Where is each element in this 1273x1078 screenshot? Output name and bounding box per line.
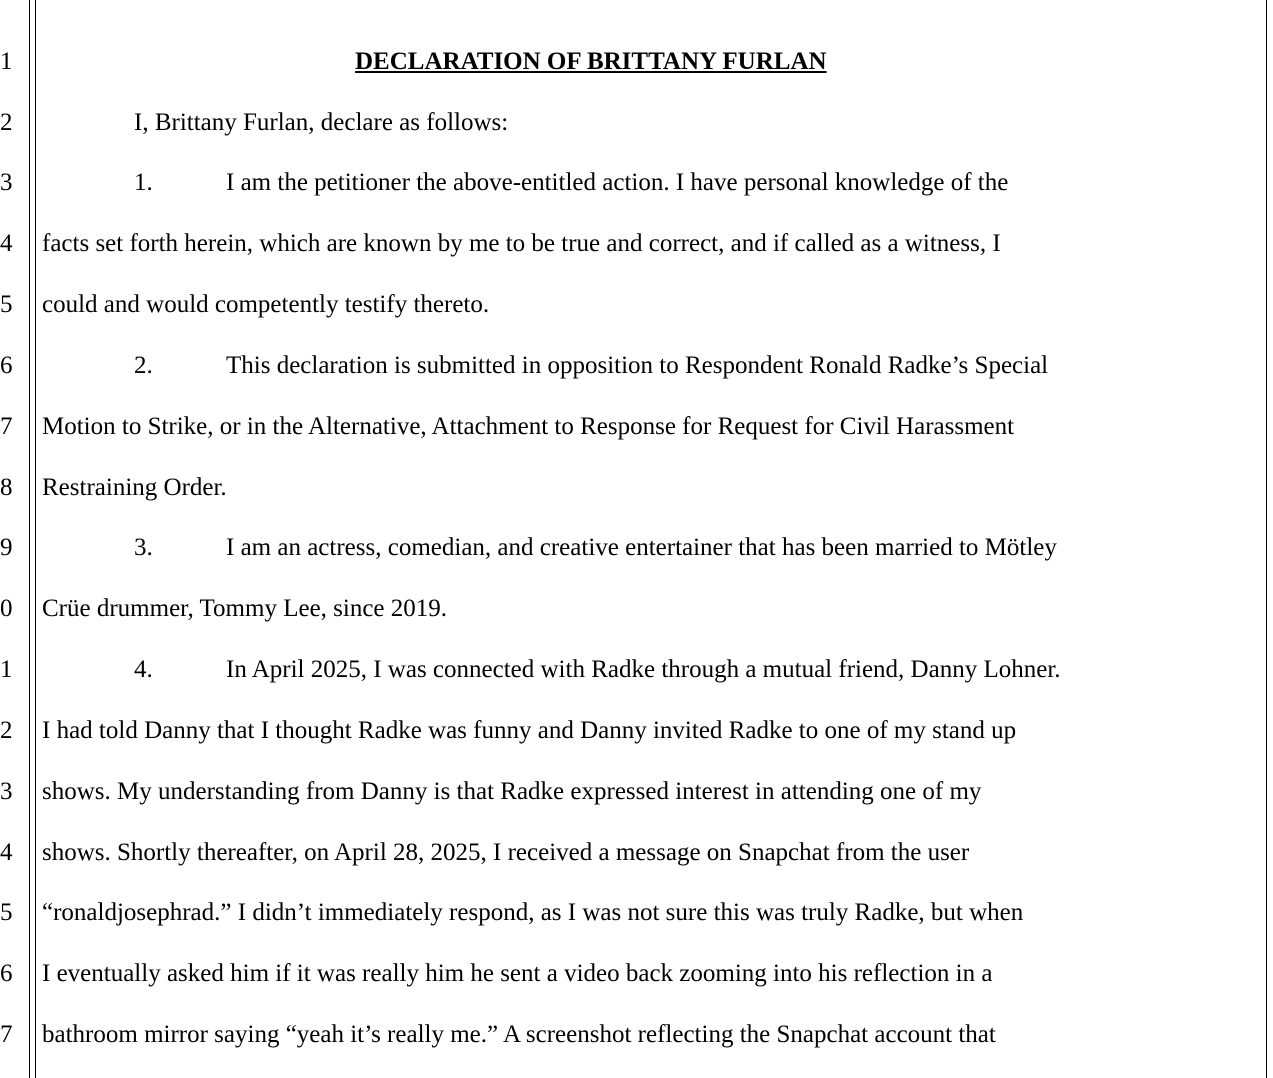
line-number: 4 — [0, 230, 13, 257]
line-number: 2 — [0, 717, 13, 744]
paragraph-line: Motion to Strike, or in the Alternative, Attachment to Response for Request for Civil Harassment — [42, 413, 1015, 440]
line-number: 2 — [0, 109, 13, 136]
intro-statement: I, Brittany Furlan, declare as follows: — [134, 109, 509, 136]
margin-rule-left-outer — [29, 0, 30, 1078]
declaration-title: DECLARATION OF BRITTANY FURLAN — [355, 48, 827, 75]
paragraph-first-line: I am an actress, comedian, and creative entertainer that has been married to Mötley — [226, 534, 1057, 561]
line-number: 1 — [0, 656, 13, 683]
paragraph-line: facts set forth herein, which are known by me to be true and correct, and if called as a witness, I — [42, 230, 1001, 257]
line-number: 7 — [0, 413, 13, 440]
paragraph-first-line: This declaration is submitted in opposition to Respondent Ronald Radke’s Special — [226, 352, 1049, 379]
paragraph-number: 2. — [134, 352, 153, 379]
paragraph-line: could and would competently testify thereto. — [42, 291, 490, 318]
line-number: 7 — [0, 1021, 13, 1048]
paragraph-line: shows. My understanding from Danny is that Radke expressed interest in attending one of my — [42, 778, 982, 805]
line-number: 5 — [0, 899, 13, 926]
paragraph-line: shows. Shortly thereafter, on April 28, 2025, I received a message on Snapchat from the user — [42, 839, 970, 866]
line-number: 6 — [0, 352, 13, 379]
line-number: 5 — [0, 291, 13, 318]
line-number: 6 — [0, 960, 13, 987]
paragraph-line: I eventually asked him if it was really him he sent a video back zooming into his reflection in a — [42, 960, 993, 987]
paragraph-number: 3. — [134, 534, 153, 561]
paragraph-first-line: In April 2025, I was connected with Radke through a mutual friend, Danny Lohner. — [226, 656, 1061, 683]
line-number: 4 — [0, 839, 13, 866]
paragraph-number: 1. — [134, 169, 153, 196]
margin-rule-right — [1266, 0, 1267, 1078]
line-number: 0 — [0, 595, 13, 622]
line-number: 9 — [0, 534, 13, 561]
paragraph-line: Crüe drummer, Tommy Lee, since 2019. — [42, 595, 448, 622]
line-number: 3 — [0, 169, 13, 196]
line-number: 3 — [0, 778, 13, 805]
paragraph-line: I had told Danny that I thought Radke was funny and Danny invited Radke to one of my stand up — [42, 717, 1017, 744]
margin-rule-left-inner — [35, 0, 36, 1078]
line-number: 8 — [0, 474, 13, 501]
paragraph-line: “ronaldjosephrad.” I didn’t immediately respond, as I was not sure this was truly Radke, but when — [42, 899, 1024, 926]
paragraph-number: 4. — [134, 656, 153, 683]
paragraph-first-line: I am the petitioner the above-entitled action. I have personal knowledge of the — [226, 169, 1009, 196]
line-number: 1 — [0, 48, 13, 75]
paragraph-line: Restraining Order. — [42, 474, 227, 501]
paragraph-line: bathroom mirror saying “yeah it’s really me.” A screenshot reflecting the Snapchat account that — [42, 1021, 996, 1048]
